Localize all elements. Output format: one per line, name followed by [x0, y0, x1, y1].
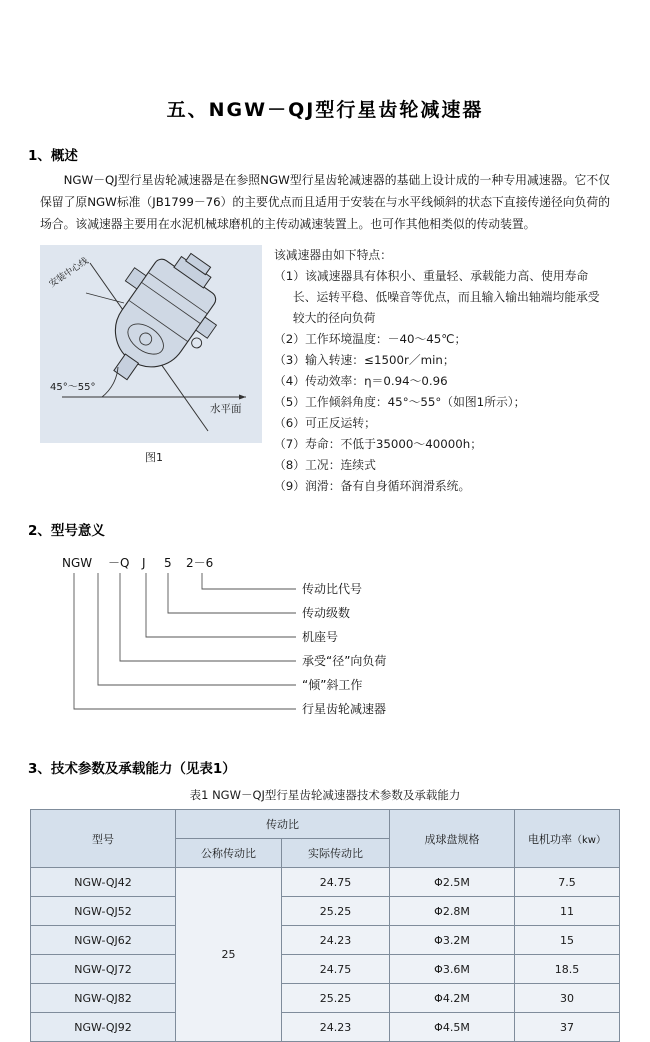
code-legend: “倾”斜工作	[302, 678, 363, 693]
code-token: －Q	[108, 556, 130, 571]
cell-model: NGW-QJ62	[31, 926, 176, 955]
th-ball-spec: 成球盘规格	[390, 810, 515, 868]
code-token: 2－6	[186, 556, 214, 571]
cell-ball-spec: Φ2.8M	[390, 897, 515, 926]
cell-motor-power: 30	[515, 984, 620, 1013]
th-ratio-actual: 实际传动比	[281, 839, 389, 868]
code-token: 5	[164, 556, 172, 571]
table-row	[31, 926, 620, 955]
feature-item: （4）传动效率：η＝0.94～0.96	[274, 374, 448, 389]
cell-model: NGW-QJ92	[31, 1013, 176, 1042]
cell-motor-power: 7.5	[515, 868, 620, 897]
table-row	[31, 955, 620, 984]
code-legend: 传动级数	[302, 606, 351, 621]
cell-ratio-actual: 24.75	[281, 868, 389, 897]
figure-label-angle: 45°～55°	[50, 382, 96, 394]
cell-ratio-actual: 25.25	[281, 897, 389, 926]
table-header-row	[31, 810, 620, 839]
cell-ratio-actual: 24.23	[281, 926, 389, 955]
section-heading-specs: 3、技术参数及承载能力（见表1）	[28, 761, 236, 778]
cell-ball-spec: Φ4.5M	[390, 1013, 515, 1042]
feature-item: （1）该减速器具有体积小、重量轻、承载能力高、使用寿命长、运转平稳、低噪音等优点，而且输入输出轴端均能承受较大的径向负荷	[274, 269, 600, 326]
table-row	[31, 868, 620, 897]
code-legend: 行星齿轮减速器	[302, 702, 387, 717]
cell-motor-power: 11	[515, 897, 620, 926]
th-motor-power-label: 电机功率	[528, 832, 572, 846]
feature-item: （7）寿命：不低于35000～40000h；	[274, 437, 483, 452]
model-code-diagram	[0, 553, 650, 735]
cell-ratio-actual: 24.75	[281, 955, 389, 984]
cell-model: NGW-QJ42	[31, 868, 176, 897]
cell-motor-power: 37	[515, 1013, 620, 1042]
figure-1-caption: 图1	[145, 451, 163, 465]
feature-item: （8）工况：连续式	[274, 458, 376, 473]
cell-ratio-actual: 24.23	[281, 1013, 389, 1042]
cell-motor-power: 15	[515, 926, 620, 955]
spec-table-head	[31, 810, 620, 868]
th-ratio-nominal: 公称传动比	[176, 839, 282, 868]
code-token: NGW	[62, 556, 93, 571]
document-page	[0, 95, 650, 1034]
feature-item: （2）工作环境温度：－40～45℃；	[274, 332, 467, 347]
feature-item: （3）输入转速：≤1500r／min；	[274, 353, 455, 368]
spec-table	[30, 809, 620, 1042]
code-legend: 承受“径”向负荷	[302, 654, 387, 669]
cell-ratio-actual: 25.25	[281, 984, 389, 1013]
figure-label-horizontal-plane: 水平面	[210, 403, 242, 416]
feature-list-lead: 该减速器由如下特点：	[274, 248, 392, 263]
th-model: 型号	[31, 810, 176, 868]
th-motor-power-unit: （kw）	[572, 834, 606, 846]
cell-ball-spec: Φ3.2M	[390, 926, 515, 955]
page-title: 五、NGW－QJ型行星齿轮减速器	[166, 99, 484, 121]
feature-list	[274, 245, 610, 497]
th-motor-power	[515, 810, 620, 868]
table-row	[31, 984, 620, 1013]
model-code-svg	[40, 553, 510, 728]
feature-item: （6）可正反运转；	[274, 416, 376, 431]
cell-model: NGW-QJ52	[31, 897, 176, 926]
cell-model: NGW-QJ82	[31, 984, 176, 1013]
cell-ball-spec: Φ4.2M	[390, 984, 515, 1013]
table-title: 表1 NGW－QJ型行星齿轮减速器技术参数及承载能力	[189, 788, 461, 803]
figure-1	[40, 245, 268, 475]
table-row	[31, 897, 620, 926]
cell-motor-power: 18.5	[515, 955, 620, 984]
figure-label-install-centerline: 安装中心线	[47, 256, 91, 291]
th-ratio-group: 传动比	[176, 810, 390, 839]
feature-item: （9）润滑：备有自身循环润滑系统。	[274, 479, 471, 494]
overview-figure-and-features	[40, 245, 610, 497]
section-heading-overview: 1、概述	[28, 148, 78, 164]
code-legend: 传动比代号	[302, 582, 363, 597]
table-row	[31, 1013, 620, 1042]
spec-table-body	[31, 868, 620, 1042]
cell-ball-spec: Φ3.6M	[390, 955, 515, 984]
figure-1-image	[40, 245, 262, 443]
cell-model: NGW-QJ72	[31, 955, 176, 984]
code-token: J	[142, 556, 146, 571]
cell-ball-spec: Φ2.5M	[390, 868, 515, 897]
section-heading-model-code: 2、型号意义	[28, 523, 105, 540]
overview-paragraph: NGW－QJ型行星齿轮减速器是在参照NGW型行星齿轮减速器的基础上设计成的一种专用减速器。它不仅保留了原NGW标准（JB1799－76）的主要优点而且适用于安装在与水平线倾斜的状态下直接传递径向负荷的场合。该减速器主要用在水泥机械球磨机的主传动减速装置上。也可作其他相类似的传动装置。	[40, 173, 610, 231]
code-legend: 机座号	[302, 630, 339, 645]
cell-ratio-nominal: 25	[176, 868, 282, 1042]
feature-item: （5）工作倾斜角度：45°～55°（如图1所示）；	[274, 395, 526, 410]
